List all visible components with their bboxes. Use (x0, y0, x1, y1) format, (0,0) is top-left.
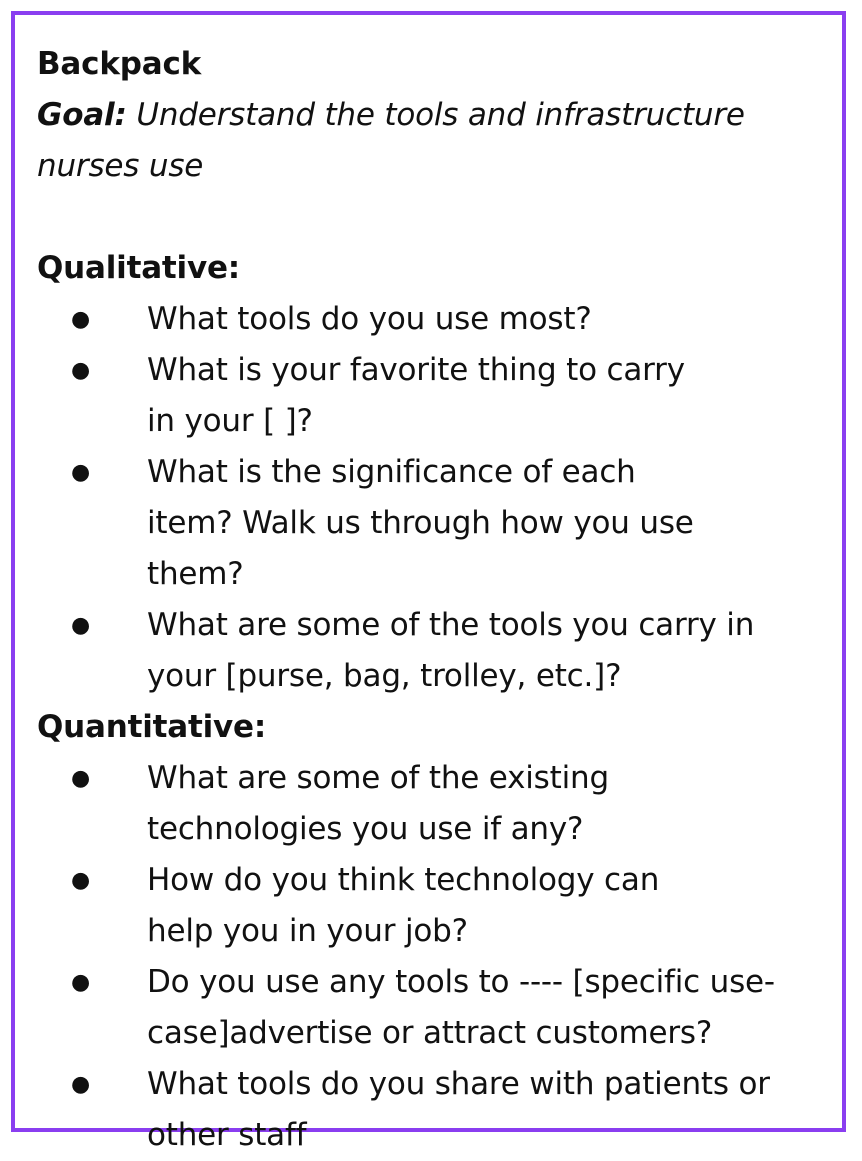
qualitative-heading: Qualitative: (37, 250, 241, 286)
list-item (37, 294, 707, 345)
bullet-icon: ● (71, 766, 90, 791)
section-spacer (37, 192, 826, 243)
quantitative-list (37, 753, 826, 1161)
bullet-icon: ● (71, 307, 90, 332)
bullet-icon: ● (71, 868, 90, 893)
list-item (37, 957, 827, 1059)
list-item-text: How do you think technology can help you in your job? (147, 862, 660, 949)
bullet-icon: ● (71, 1072, 90, 1097)
card-content (37, 39, 826, 1161)
list-item-text: Do you use any tools to ---- [specific use-case]advertise or attract customers? (147, 964, 775, 1051)
goal-text: Understand the tools and infrastructure nurses use (37, 97, 745, 184)
bullet-icon: ● (71, 358, 90, 383)
list-item (37, 600, 827, 702)
bullet-icon: ● (71, 970, 90, 995)
list-item-text: What tools do you share with patients or other staff (147, 1066, 770, 1153)
list-item-text: What are some of the tools you carry in your [purse, bag, trolley, etc.]? (147, 607, 755, 694)
research-card (11, 11, 846, 1153)
list-item (37, 855, 707, 957)
list-item-text: What tools do you use most? (147, 301, 592, 337)
list-item-text: What are some of the existing technologies you use if any? (147, 760, 609, 847)
qualitative-list (37, 294, 826, 702)
list-item (37, 447, 707, 600)
bullet-icon: ● (71, 613, 90, 638)
bullet-icon: ● (71, 460, 90, 485)
goal-label: Goal: (37, 97, 127, 133)
card-title: Backpack (37, 46, 202, 82)
list-item (37, 753, 707, 855)
list-item (37, 1059, 827, 1161)
quantitative-heading: Quantitative: (37, 709, 267, 745)
goal-line (37, 90, 797, 192)
list-item (37, 345, 707, 447)
list-item-text: What is the significance of each item? Walk us through how you use them? (147, 454, 694, 592)
list-item-text: What is your favorite thing to carry in your [ ]? (147, 352, 685, 439)
